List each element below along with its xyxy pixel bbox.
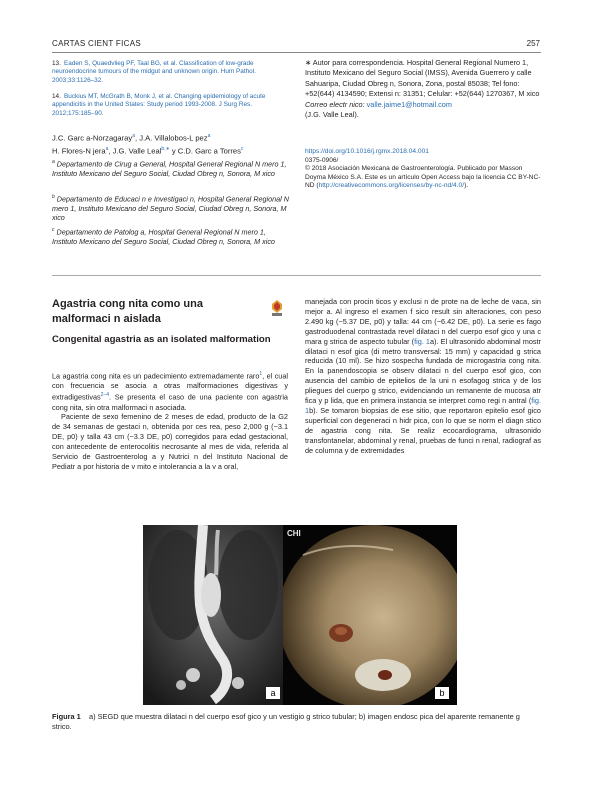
figure-1 xyxy=(143,525,457,705)
page-number: 257 xyxy=(526,39,540,48)
email-link[interactable]: valle.jaime1@hotmail.com xyxy=(366,99,452,109)
crossmark-icon[interactable] xyxy=(270,299,284,317)
panel-a-label: a xyxy=(266,687,280,699)
affiliation-c: $^c$ Departamento de Patolog a, Hospital General Regional N mero 1, Instituto Mexicano del Seguro Social, Ciudad Obreg n, Sonora, M xico xyxy=(52,227,275,246)
affiliation-b: $^b$ Departamento de Educaci n e Investigaci n, Hospital General Regional N mero 1, Instituto Mexicano del Seguro Social, Ciudad Obreg n, Sonora, M xico xyxy=(52,194,289,222)
figure-1b-endoscopy xyxy=(283,525,457,705)
panel-b-label: b xyxy=(435,687,449,699)
reference-14[interactable]: 14. Buckius MT, McGrath B, Monk J, et al. Changing epidemiology of acute appendicitis in the United States: Study period 1993-2008. J Surg Res. 2012;175:185–90. xyxy=(52,93,266,117)
doi-link[interactable]: https://doi.org/10.1016/j.rgmx.2018.04.001 xyxy=(305,148,429,155)
correspondence-note: ∗ Autor para correspondencia. Hospital General Regional Numero 1, Instituto Mexicano del Seguro Social (IMSS), Avenida Guerrero y calle Sahuaripa, Ciudad Obreg n, Sonora, Zona, postal 85038; Tel fono: +52(644) 4134590; Extensi n: 31351; Celular: +52(644) 1270367, M xico Correo electr nico: valle.jaime1@hotmail.com (J.G. Valle Leal). xyxy=(305,58,540,120)
figure-1a-radiograph xyxy=(143,525,283,705)
license-link[interactable]: http://creativecommons.org/licenses/by-nc-nd/4.0/ xyxy=(318,182,465,189)
reference-13[interactable]: 13. Eaden S, Quaedvlieg PF, Taal BG, et al. Classification of low-grade neuroendocrine tumours of the midgut and unknown origin. Hum Pathol. 2003;33:1126–32. xyxy=(52,60,256,84)
endoscope-overlay-text: CHI xyxy=(287,529,301,538)
section-divider xyxy=(52,275,541,276)
paragraph-case: Paciente de sexo femenino de 2 meses de edad, producto de la G2 de 34 semanas de gestaci n, obtenida por ces rea, peso 2,000 g (−3.1 DE, p0) y talla 43 cm (−3.3 DE, p0) corregidos para edad gestacional, con antecedente de enterocolitis necrosante al mes de vida, referida al Servicio de Gastroenterolog a y Nutrici n del Instituto Nacional de Pediatr a por historia de v mito e intolerancia a la v a oral, xyxy=(52,412,288,471)
figure-1b-link[interactable]: fig. 1 xyxy=(305,396,541,415)
body-left-column xyxy=(52,370,288,472)
body-right-column: manejada con procin ticos y exclusi n de prote na de leche de vaca, sin mejor a. Al ingreso el examen f sico result sin alteraciones, con peso 2.490 kg (−5.37 DE, p0) y talla: 44 cm (−6.42 DE, p0). La serie es fago gastroduodenal contrastada revel dilataci n del cuerpo esof gico y una c mara g strica de aspecto tubular (fig. 1a). El ultrasonido abdominal mostr dilataci n esof gica (di metro transversal: 15 mm) y capacidad g strica reducida (10 ml). Se hizo sospecha fundada de microgastria cong nita. En la panendoscopia se observ dilataci n del cuerpo esof gico, con ausencia del cambio de epitelios de la uni n esofagog strica y de los pliegues del cuerpo g strico, evidenciando un remanente de mucosa atr fica y p lida, que en primera instancia se interpret como regi n antral (fig. 1b). Se tomaron biopsias de ese sitio, que reportaron epitelio esof gico superficial con degeneraci n hidr pica, con lo que se norm el diagn stico de agastria cong nita. Se realiz ecocardiograma, ultrasonido transfontanelar, abdominal y renal, pruebas de funci n renal, radiograf as de columna y de extremidades xyxy=(305,297,541,455)
affiliation-a: $^a$ Departamento de Cirug a General, Hospital General Regional N mero 1, Instituto Mexicano del Seguro Social, Ciudad Obreg n, Sonora, M xico xyxy=(52,159,287,178)
article-title-en: Congenital agastria as an isolated malformation xyxy=(52,334,271,345)
journal-header: CARTAS CIENT FICAS xyxy=(52,39,141,48)
article-title-es: Agastria cong nita como una malformaci n aislada xyxy=(52,298,203,325)
paragraph-intro: La agastria cong nita es un padecimiento extremadamente raro$^1$, el cual con frecuencia se asocia a otras malformaciones digestivas y extradigestivas$^{2-4}$. Se presenta el caso de una paciente con agastria cong nita, sin otra malformaci n asociada. xyxy=(52,371,288,412)
figure-caption: Figura 1 a) SEGD que muestra dilataci n del cuerpo esof gico y un vestigio g strico tubular; b) imagen endosc pica del aparente remanente g strico. xyxy=(52,712,520,732)
figure-1a-link[interactable]: fig. 1 xyxy=(414,336,430,346)
header-divider xyxy=(52,52,541,53)
doi-block: https://doi.org/10.1016/j.rgmx.2018.04.001 0375-0906/ © 2018 Asociación Mexicana de Gastroenterología. Publicado por Masson Doyma México S.A. Este es un artículo Open Access bajo la licencia CC BY-NC-ND (http://creativecommons.org/licenses/by-nc-nd/4.0/). xyxy=(305,148,543,191)
author-list: J.C. Garc a-Norzagaray$^a$, J.A. Villalobos-L pez$^a$ H. Flores-N jera$^a$, J.G. Valle Leal$^{b,∗}$ y C.D. Garc a Torres$^c$ xyxy=(52,133,244,156)
